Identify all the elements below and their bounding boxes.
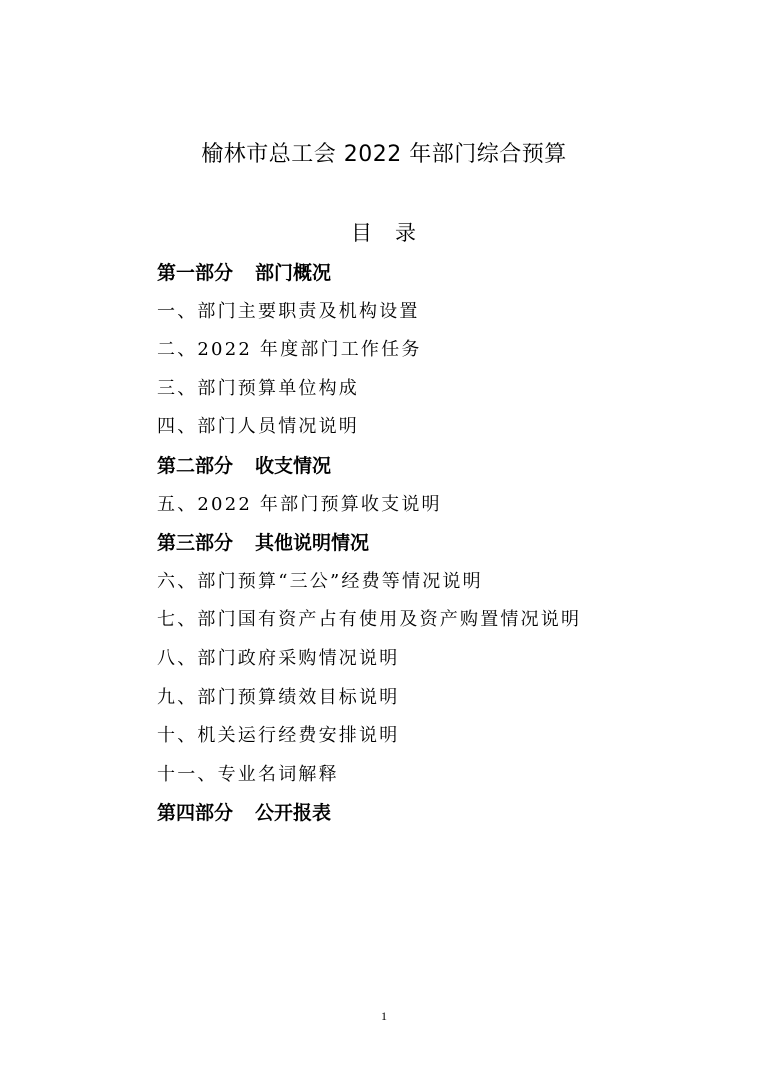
toc-part-4 (157, 796, 581, 835)
toc-heading-first-char: 目 (351, 221, 373, 245)
toc-part-label: 第一部分 (157, 262, 234, 284)
toc-part-3 (157, 526, 581, 565)
table-of-contents (157, 256, 581, 835)
toc-section-4: 四、部门人员情况说明 (157, 416, 359, 438)
toc-part-2 (157, 449, 581, 488)
toc-heading-second-char: 录 (395, 221, 417, 245)
toc-section-9: 九、部门预算绩效目标说明 (157, 686, 400, 708)
toc-section-8: 八、部门政府采购情况说明 (157, 647, 400, 669)
toc-part-title: 部门概况 (255, 262, 332, 284)
toc-part-title: 公开报表 (255, 802, 332, 825)
toc-section-1: 一、部门主要职责及机构设置 (157, 300, 420, 322)
toc-section-6: 六、部门预算“三公”经费等情况说明 (157, 570, 483, 592)
toc-part-label: 第三部分 (157, 532, 234, 555)
toc-section-10: 十、机关运行经费安排说明 (157, 725, 400, 747)
toc-part-title: 其他说明情况 (255, 532, 370, 555)
page-number: 1 (381, 1009, 387, 1023)
toc-part-1 (157, 256, 581, 295)
toc-section-3: 三、部门预算单位构成 (157, 377, 359, 399)
document-title: 榆林市总工会 2022 年部门综合预算 (201, 142, 567, 167)
toc-section-11: 十一、专业名词解释 (157, 763, 339, 785)
toc-section-5: 五、2022 年部门预算收支说明 (157, 493, 442, 515)
toc-part-label: 第四部分 (157, 802, 234, 825)
toc-heading (0, 216, 768, 250)
toc-section-7: 七、部门国有资产占有使用及资产购置情况说明 (157, 609, 582, 631)
toc-part-label: 第二部分 (157, 454, 234, 477)
toc-section-2: 二、2022 年度部门工作任务 (157, 339, 422, 361)
toc-part-title: 收支情况 (255, 454, 332, 477)
